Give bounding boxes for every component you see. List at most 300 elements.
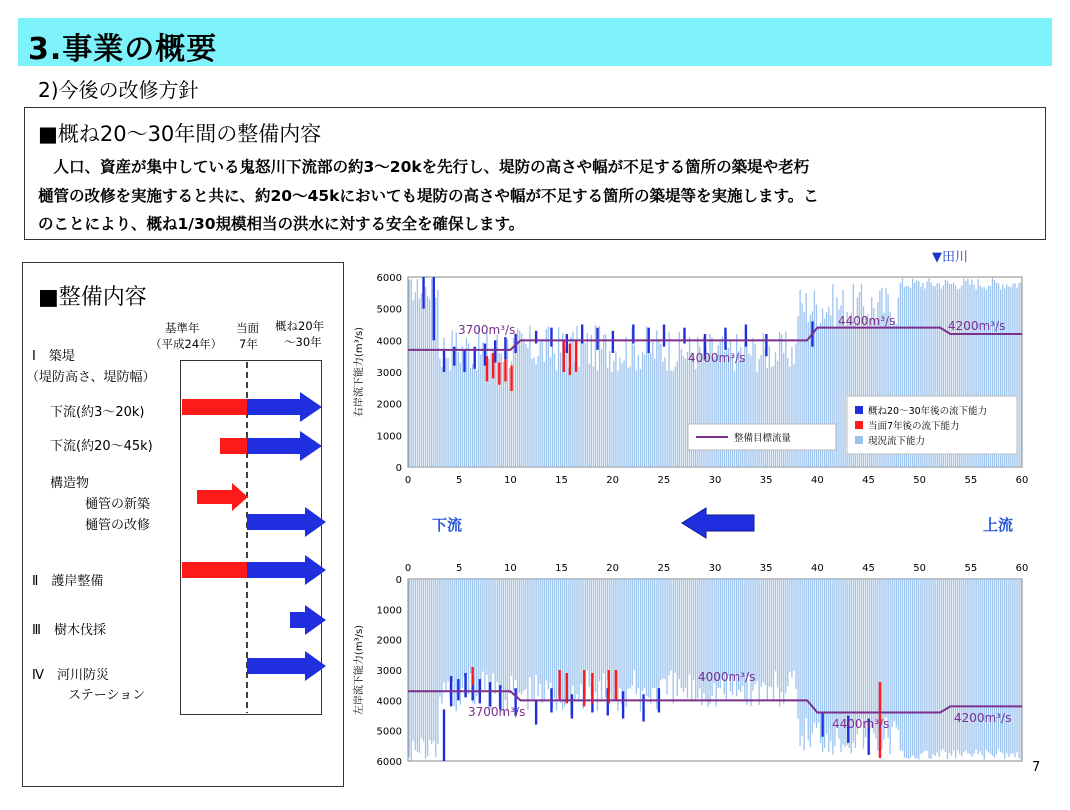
bar-current-capacity — [630, 579, 631, 688]
bar-current-capacity — [906, 579, 907, 758]
bar-current-capacity — [662, 362, 663, 467]
bar-current-capacity — [787, 579, 788, 686]
bar-current-capacity — [646, 326, 647, 467]
bar-current-capacity — [523, 579, 524, 691]
bar-current-capacity — [947, 579, 948, 759]
bar-current-capacity — [429, 299, 430, 467]
bar-current-capacity — [427, 579, 428, 756]
bar-current-capacity — [894, 579, 895, 721]
bar-current-capacity — [1010, 579, 1011, 754]
bar-current-capacity — [619, 357, 620, 467]
bar-current-capacity — [525, 344, 526, 467]
bar-current-capacity — [511, 579, 512, 676]
item-levee-sub: （堤防高さ、堤防幅） — [26, 370, 156, 385]
bar-long-term-capacity — [765, 334, 767, 356]
bar-current-capacity — [550, 579, 551, 683]
bar-current-capacity — [789, 579, 790, 672]
bar-current-capacity — [654, 358, 655, 467]
bar-current-capacity — [902, 579, 903, 751]
bar-current-capacity — [1020, 579, 1021, 759]
bar-current-capacity — [728, 579, 729, 675]
bar-current-capacity — [654, 579, 655, 688]
bar-current-capacity — [574, 579, 575, 701]
bar-current-capacity — [566, 352, 567, 467]
bar-current-capacity — [900, 579, 901, 750]
bar-current-capacity — [554, 353, 555, 467]
bar-current-capacity — [871, 579, 872, 728]
bar-current-capacity — [593, 579, 594, 678]
bar-current-capacity — [935, 579, 936, 756]
bar-current-capacity — [568, 368, 569, 467]
bar-current-capacity — [756, 372, 757, 467]
summary-line-3: のことにより、概ね1/30規模相当の洪水に対する安全を確保します。 — [38, 215, 525, 233]
bar-long-term-capacity — [596, 328, 598, 350]
bar-current-capacity — [910, 579, 911, 757]
bar-current-capacity — [628, 579, 629, 689]
bar-current-capacity — [494, 354, 495, 467]
x-tick-label: 15 — [555, 563, 568, 574]
bar-current-capacity — [773, 366, 774, 467]
bar-current-capacity — [605, 579, 606, 697]
bar-current-capacity — [497, 335, 498, 467]
col-current-label: 当面 — [236, 321, 259, 335]
x-tick-label: 25 — [657, 475, 671, 486]
bar-long-term-capacity — [484, 344, 486, 366]
y-tick-label: 0 — [395, 463, 402, 474]
arrow-future-trees — [290, 605, 326, 635]
y-tick-label: 3000 — [376, 666, 402, 677]
bar-current-capacity — [568, 579, 569, 700]
bar-current-capacity — [795, 579, 796, 689]
bar-long-term-capacity — [663, 325, 665, 347]
bar-current-capacity — [746, 579, 747, 705]
bar-current-capacity — [812, 579, 813, 733]
bar-current-capacity — [754, 579, 755, 684]
bar-current-capacity — [707, 579, 708, 707]
bar-current-capacity — [908, 579, 909, 759]
bar-current-capacity — [607, 367, 608, 467]
bar-current-capacity — [840, 305, 841, 467]
bar-current-capacity — [773, 579, 774, 701]
bar-current-capacity — [673, 579, 674, 703]
x-tick-label: 30 — [708, 563, 722, 574]
bar-current-capacity — [580, 341, 581, 467]
bar-current-capacity — [429, 579, 430, 740]
bar-long-term-capacity — [504, 337, 506, 359]
flow-annotation: 4400m³/s — [838, 314, 896, 328]
bar-current-capacity — [544, 579, 545, 700]
item-station: Ⅳ 河川防災 — [32, 668, 109, 683]
bar-current-capacity — [621, 579, 622, 704]
bar-current-capacity — [898, 579, 899, 730]
y-tick-label: 6000 — [376, 273, 402, 284]
flow-annotation: 3700m³/s — [468, 705, 526, 719]
bar-current-capacity — [621, 363, 622, 467]
bar-current-capacity — [980, 579, 981, 751]
bar-current-capacity — [435, 298, 436, 467]
bar-current-capacity — [799, 579, 800, 746]
bar-long-term-capacity — [571, 694, 573, 718]
bar-current-capacity — [646, 579, 647, 696]
bar-current-capacity — [634, 579, 635, 670]
x-tick-label: 45 — [862, 475, 875, 486]
item-levee: Ⅰ 築堤 — [32, 349, 75, 364]
bar-current-capacity — [535, 364, 536, 467]
bar-current-capacity — [660, 344, 661, 467]
x-tick-label: 50 — [913, 475, 927, 486]
col-future-label: 概ね20年 — [275, 319, 325, 333]
bar-current-capacity — [781, 579, 782, 692]
bar-current-capacity — [507, 339, 508, 467]
bar-current-capacity — [519, 579, 520, 693]
bar-current-capacity — [523, 339, 524, 467]
bar-current-capacity — [679, 579, 680, 679]
bar-current-capacity — [713, 579, 714, 683]
bar-current-capacity — [828, 579, 829, 752]
bar-current-capacity — [869, 579, 870, 730]
bar-current-capacity — [480, 355, 481, 467]
bar-current-capacity — [918, 579, 919, 759]
bar-current-capacity — [668, 333, 669, 467]
bar-current-capacity — [617, 371, 618, 467]
bar-current-capacity — [668, 579, 669, 675]
bar-current-capacity — [452, 330, 453, 467]
bar-current-capacity — [926, 579, 927, 751]
bar-current-capacity — [892, 579, 893, 727]
bar-current-capacity — [969, 579, 970, 754]
bar-current-capacity — [988, 579, 989, 752]
bar-current-capacity — [587, 333, 588, 467]
y-tick-label: 1000 — [376, 605, 402, 617]
chart-right-bank — [350, 268, 1050, 498]
bar-current-capacity — [750, 579, 751, 706]
bar-current-capacity — [447, 358, 448, 467]
bar-current-capacity — [409, 280, 410, 467]
bar-current-capacity — [445, 358, 446, 467]
arrow-current-sluice-new — [197, 483, 248, 511]
bar-current-capacity — [611, 372, 612, 467]
bar-current-capacity — [648, 579, 649, 698]
bar-current-capacity — [517, 579, 518, 697]
bar-current-capacity — [419, 579, 420, 753]
bar-current-capacity — [767, 579, 768, 700]
bar-current-capacity — [771, 579, 772, 687]
bar-current-capacity — [656, 579, 657, 709]
bar-current-capacity — [716, 579, 717, 706]
bar-current-capacity — [611, 579, 612, 701]
bar-current-capacity — [912, 579, 913, 755]
bar-current-capacity — [439, 579, 440, 697]
x-tick-label: 25 — [657, 563, 671, 574]
bar-long-term-capacity — [566, 334, 568, 353]
bar-current-capacity — [552, 347, 553, 467]
bar-current-capacity — [967, 579, 968, 753]
x-tick-label: 40 — [810, 475, 824, 486]
bar-long-term-capacity — [433, 277, 435, 340]
x-tick-label: 20 — [606, 475, 620, 486]
bar-current-capacity — [742, 358, 743, 467]
bar-current-capacity — [1020, 282, 1021, 467]
bar-current-capacity — [578, 579, 579, 702]
bar-current-capacity — [689, 579, 690, 675]
bar-current-capacity — [932, 579, 933, 754]
bar-long-term-capacity — [443, 709, 445, 761]
bar-current-capacity — [670, 579, 671, 671]
legend-label: 当面7年後の流下能力 — [868, 421, 960, 432]
x-tick-label: 50 — [913, 563, 927, 574]
bar-current-capacity — [574, 362, 575, 467]
bar-current-capacity — [687, 579, 688, 698]
col-base-sub: （平成24年） — [150, 337, 223, 351]
bar-current-capacity — [930, 579, 931, 759]
flow-annotation: 4200m³/s — [948, 319, 1006, 333]
bar-current-capacity — [548, 579, 549, 689]
bar-long-term-capacity — [464, 673, 466, 697]
bar-short-term-capacity — [563, 340, 565, 372]
bar-current-capacity — [540, 579, 541, 684]
col-future-sub: ～30年 — [284, 335, 322, 349]
bar-current-capacity — [509, 368, 510, 467]
y-tick-label: 4000 — [376, 336, 402, 348]
bar-current-capacity — [623, 360, 624, 467]
bar-current-capacity — [756, 579, 757, 681]
bar-current-capacity — [695, 369, 696, 467]
bar-current-capacity — [941, 579, 942, 750]
label-downstream: 下流 — [432, 516, 463, 534]
bar-current-capacity — [808, 579, 809, 740]
bar-current-capacity — [875, 579, 876, 739]
bar-current-capacity — [415, 579, 416, 750]
bar-current-capacity — [492, 579, 493, 673]
x-tick-label: 45 — [862, 563, 875, 574]
bar-current-capacity — [793, 579, 794, 671]
bar-current-capacity — [587, 579, 588, 671]
bar-current-capacity — [609, 351, 610, 467]
bar-current-downstream2 — [220, 438, 247, 454]
bar-current-capacity — [533, 579, 534, 700]
item-sluice-repair: 樋管の改修 — [85, 518, 151, 533]
bar-current-capacity — [447, 579, 448, 681]
bar-current-capacity — [482, 342, 483, 467]
bar-current-capacity — [582, 341, 583, 467]
bar-current-capacity — [462, 579, 463, 688]
bar-short-term-capacity — [510, 366, 512, 391]
section-subtitle: 2)今後の改修方針 — [38, 78, 199, 102]
bar-current-capacity — [887, 579, 888, 738]
bar-current-capacity — [1004, 579, 1005, 759]
bar-current-capacity — [636, 579, 637, 694]
col-current-sub: 7年 — [239, 337, 258, 351]
y-tick-label: 2000 — [376, 399, 402, 411]
bar-current-capacity — [564, 579, 565, 707]
bar-current-capacity — [664, 579, 665, 679]
schedule-heading: ■整備内容 — [38, 285, 147, 310]
bar-current-capacity — [677, 579, 678, 696]
bar-current-capacity — [658, 340, 659, 467]
bar-current-capacity — [650, 353, 651, 467]
gantt-bars — [0, 0, 344, 790]
bar-current-capacity — [644, 579, 645, 688]
bar-current-capacity — [984, 579, 985, 760]
bar-current-capacity — [458, 352, 459, 467]
bar-current-capacity — [503, 362, 504, 467]
bar-current-capacity — [652, 339, 653, 467]
bar-current-capacity — [656, 330, 657, 467]
bar-current-capacity — [767, 368, 768, 467]
bar-current-capacity — [601, 579, 602, 699]
y-axis-label: 左岸流下能力(m³/s) — [354, 624, 365, 716]
bar-current-capacity — [556, 579, 557, 710]
bar-current-capacity — [675, 366, 676, 467]
bar-current-capacity — [693, 579, 694, 680]
bar-current-capacity — [529, 579, 530, 677]
bar-current-capacity — [435, 579, 436, 757]
bar-short-term-capacity — [566, 673, 568, 703]
bar-current-capacity — [427, 296, 428, 467]
bar-current-capacity — [652, 579, 653, 688]
x-tick-label: 60 — [1015, 563, 1029, 574]
bar-long-term-capacity — [463, 350, 465, 372]
bar-current-capacity — [558, 327, 559, 467]
legend-swatch — [855, 421, 863, 429]
x-tick-label: 55 — [964, 475, 978, 486]
bar-current-capacity — [625, 579, 626, 707]
bar-current-capacity — [591, 335, 592, 467]
bar-current-capacity — [666, 371, 667, 467]
flow-annotation: 3700m³/s — [458, 323, 516, 337]
x-tick-label: 5 — [455, 475, 463, 486]
bar-current-capacity — [576, 579, 577, 694]
bar-current-capacity — [542, 579, 543, 703]
bar-current-capacity — [759, 579, 760, 705]
label-upstream: 上流 — [983, 516, 1014, 534]
bar-current-capacity — [515, 579, 516, 680]
flow-annotation: 4000m³/s — [698, 670, 756, 684]
summary-heading: ■概ね20～30年間の整備内容 — [38, 122, 322, 146]
bar-current-capacity — [818, 579, 819, 723]
bar-current-capacity — [580, 579, 581, 684]
bar-current-capacity — [748, 579, 749, 676]
bar-current-capacity — [777, 361, 778, 467]
bar-current-capacity — [470, 579, 471, 674]
bar-current-capacity — [540, 342, 541, 467]
bar-short-term-capacity — [498, 363, 500, 385]
bar-current-capacity — [648, 338, 649, 467]
bar-current-capacity — [771, 367, 772, 467]
bar-current-capacity — [505, 579, 506, 700]
bar-current-capacity — [474, 579, 475, 704]
legend-swatch — [855, 406, 863, 414]
bar-current-capacity — [441, 367, 442, 467]
bar-current-capacity — [949, 579, 950, 753]
bar-current-capacity — [501, 579, 502, 688]
bar-long-term-capacity — [821, 712, 823, 736]
bar-current-capacity — [613, 361, 614, 467]
bar-current-capacity — [650, 579, 651, 704]
bar-long-term-capacity — [724, 328, 726, 350]
bar-current-capacity — [421, 579, 422, 738]
item-downstream-1: 下流(約3～20k) — [50, 405, 145, 420]
x-tick-label: 10 — [503, 563, 517, 574]
bar-current-capacity — [572, 332, 573, 467]
bar-current-capacity — [542, 339, 543, 467]
bar-current-capacity — [826, 579, 827, 733]
bar-current-capacity — [425, 287, 426, 467]
bar-current-capacity — [546, 579, 547, 680]
bar-current-capacity — [527, 348, 528, 467]
bar-long-term-capacity — [535, 331, 537, 344]
bar-current-capacity — [464, 355, 465, 467]
bar-current-capacity — [662, 579, 663, 679]
y-axis-label: 右岸流下能力(m³/s) — [354, 326, 365, 418]
x-tick-label: 0 — [404, 475, 412, 486]
bar-current-capacity — [963, 579, 964, 752]
bar-current-capacity — [517, 328, 518, 467]
bar-current-capacity — [482, 579, 483, 671]
bar-current-capacity — [801, 579, 802, 736]
y-tick-label: 4000 — [376, 696, 402, 708]
bar-current-capacity — [597, 579, 598, 711]
bar-current-capacity — [838, 579, 839, 739]
bar-current-capacity — [628, 368, 629, 467]
bar-current-capacity — [836, 579, 837, 720]
bar-short-term-capacity — [558, 670, 560, 700]
bar-current-capacity — [599, 579, 600, 681]
bar-current-revetment — [182, 562, 247, 578]
bar-current-capacity — [589, 579, 590, 687]
legend-swatch — [855, 436, 863, 444]
bar-current-capacity — [615, 351, 616, 467]
item-structures: 構造物 — [50, 476, 90, 491]
bar-short-term-capacity — [575, 340, 577, 372]
bar-current-capacity — [595, 579, 596, 692]
bar-current-capacity — [638, 355, 639, 467]
legend-label: 現況流下能力 — [868, 436, 926, 447]
bar-current-capacity — [562, 579, 563, 710]
bar-short-term-capacity — [504, 359, 506, 381]
bar-current-capacity — [531, 579, 532, 699]
bar-current-capacity — [824, 579, 825, 748]
bar-current-capacity — [546, 329, 547, 467]
bar-current-capacity — [513, 338, 514, 467]
bar-current-capacity — [472, 364, 473, 467]
bar-short-term-capacity — [492, 353, 494, 378]
bar-current-capacity — [785, 579, 786, 693]
bar-short-term-capacity — [486, 356, 488, 381]
bar-current-capacity — [904, 579, 905, 758]
bar-current-capacity — [445, 579, 446, 692]
bar-current-capacity — [675, 579, 676, 673]
y-tick-label: 5000 — [376, 304, 402, 316]
bar-current-capacity — [423, 290, 424, 467]
bar-current-capacity — [971, 579, 972, 757]
bar-current-capacity — [765, 579, 766, 685]
bar-current-capacity — [883, 579, 884, 739]
bar-current-capacity — [515, 334, 516, 467]
bar-current-capacity — [413, 579, 414, 741]
bar-current-capacity — [928, 579, 929, 758]
bar-current-capacity — [670, 370, 671, 467]
bar-current-capacity — [1012, 579, 1013, 754]
bar-current-capacity — [601, 349, 602, 467]
bar-current-capacity — [992, 579, 993, 756]
bar-current-capacity — [814, 579, 815, 723]
bar-current-capacity — [977, 579, 978, 754]
bar-current-capacity — [437, 290, 438, 467]
bar-current-capacity — [632, 327, 633, 467]
bar-current-capacity — [861, 579, 862, 719]
x-tick-label: 10 — [503, 475, 517, 486]
